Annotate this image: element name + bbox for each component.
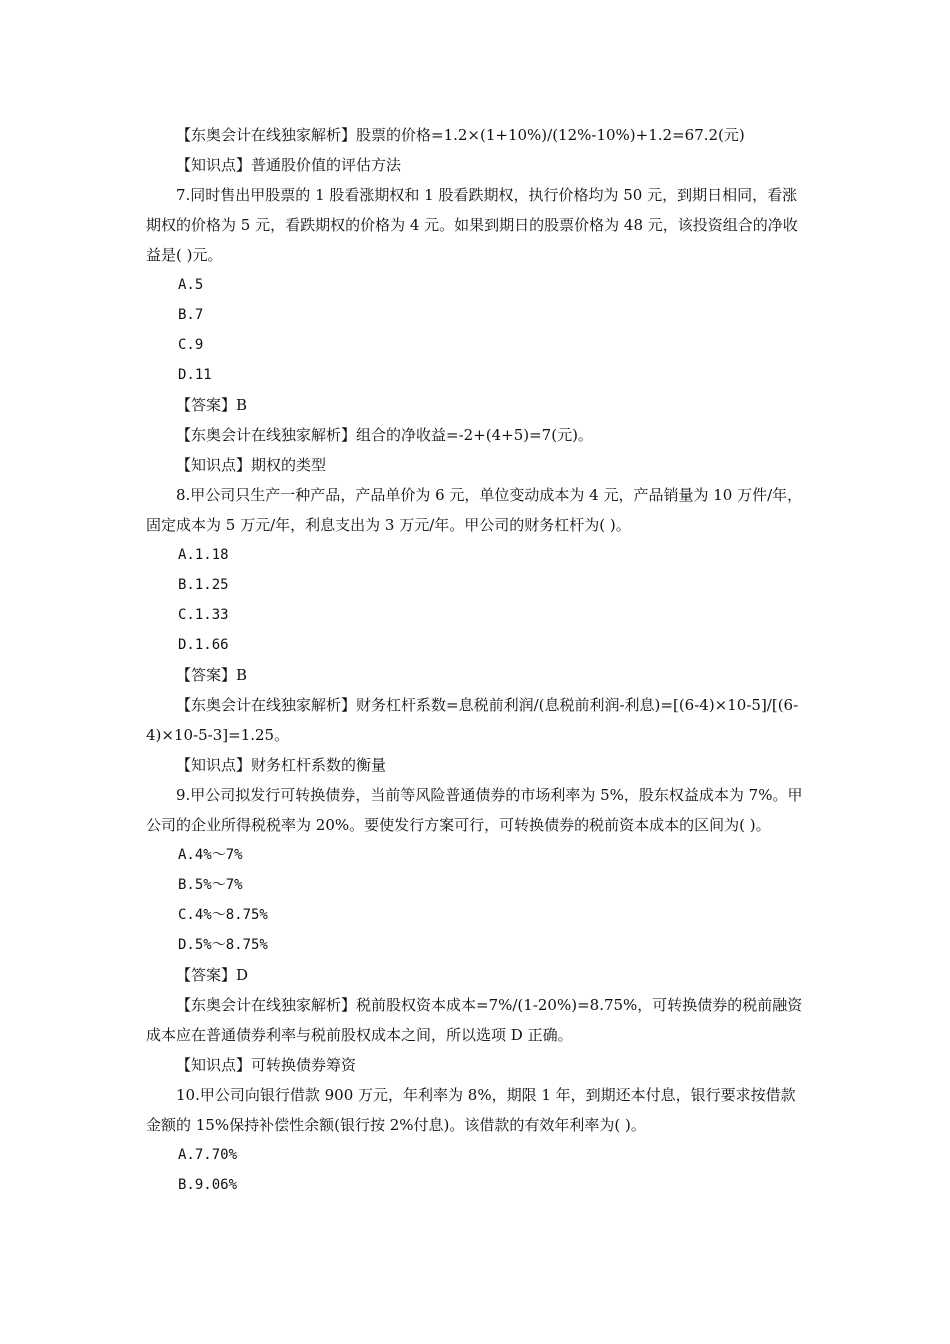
answer-q7: 【答案】B [176,396,248,414]
q7-option-d: D.11 [178,367,212,383]
knowledge-point-q8: 【知识点】财务杠杆系数的衡量 [176,756,387,774]
q9-option-c: C.4%～8.75% [178,907,268,923]
answer-q8: 【答案】B [176,666,248,684]
q9-option-a: A.4%～7% [178,847,243,863]
q7-option-c: C.9 [178,337,204,353]
q8-option-b: B.1.25 [178,577,229,593]
q9-option-b: B.5%～7% [178,877,243,893]
q7-option-b: B.7 [178,307,204,323]
document-page [146,120,808,1200]
question-8: 8.甲公司只生产一种产品，产品单价为 6 元，单位变动成本为 4 元，产品销量为 10 万件/年，固定成本为 5 万元/年，利息支出为 3 万元/年。甲公司的财务杠杆为( )。 [146,486,803,534]
q8-option-a: A.1.18 [178,547,229,563]
q9-option-d: D.5%～8.75% [178,937,268,953]
question-10: 10.甲公司向银行借款 900 万元，年利率为 8%，期限 1 年，到期还本付息，银行要求按借款金额的 15%保持补偿性余额(银行按 2%付息)。该借款的有效年利率为( )。 [146,1086,796,1134]
answer-q9: 【答案】D [176,966,249,984]
q8-option-d: D.1.66 [178,637,229,653]
q7-option-a: A.5 [178,277,204,293]
analysis-q9: 【东奥会计在线独家解析】税前股权资本成本=7%/(1-20%)=8.75%，可转换债券的税前融资成本应在普通债券利率与税前股权成本之间，所以选项 D 正确。 [146,996,803,1044]
knowledge-point-q9: 【知识点】可转换债券筹资 [176,1056,357,1074]
q8-option-c: C.1.33 [178,607,229,623]
q10-option-a: A.7.70% [178,1147,238,1163]
question-9: 9.甲公司拟发行可转换债券，当前等风险普通债券的市场利率为 5%，股东权益成本为 7%。甲公司的企业所得税税率为 20%。要使发行方案可行，可转换债券的税前资本成本的区间为( )。 [146,786,803,834]
analysis-q7: 【东奥会计在线独家解析】组合的净收益=-2+(4+5)=7(元)。 [176,426,593,444]
analysis-q8: 【东奥会计在线独家解析】财务杠杆系数=息税前利润/(息税前利润-利息)=[(6-4)×10-5]/[(6-4)×10-5-3]=1.25。 [146,696,799,744]
knowledge-point-q7: 【知识点】期权的类型 [176,456,327,474]
analysis-q6: 【东奥会计在线独家解析】股票的价格=1.2×(1+10%)/(12%-10%)+1.2=67.2(元) [176,126,745,144]
question-7: 7.同时售出甲股票的 1 股看涨期权和 1 股看跌期权，执行价格均为 50 元，到期日相同，看涨期权的价格为 5 元，看跌期权的价格为 4 元。如果到期日的股票价格为 48 元，该投资组合的净收益是( )元。 [146,186,798,264]
knowledge-point-q6: 【知识点】普通股价值的评估方法 [176,156,402,174]
q10-option-b: B.9.06% [178,1177,238,1193]
